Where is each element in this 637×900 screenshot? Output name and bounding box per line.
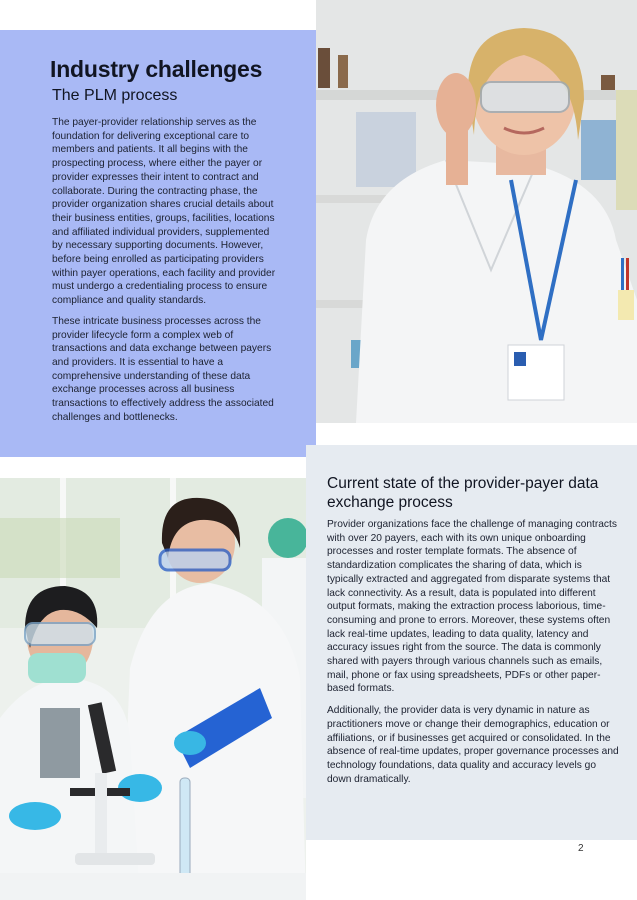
section-subtitle: The PLM process [52, 87, 178, 104]
section-title: Industry challenges [50, 56, 263, 82]
photo-lab-technicians-with-microscope [0, 478, 306, 900]
current-state-title: Current state of the provider-payer data exchange process [327, 475, 599, 511]
paragraph: These intricate business processes across the provider lifecycle form a complex web of transactions and data exchange between payers and providers. It is essential to have a comprehensive understanding of these data exchange processes across all business transactions to effectively address the associated challenges and bottlenecks. [52, 315, 274, 423]
page-number: 2 [578, 843, 584, 854]
intro-body [52, 116, 278, 431]
paragraph: Additionally, the provider data is very dynamic in nature as practitioners move or change their demographics, education or affiliations, or if businesses get acquired or consolidated. In the absence of real-time updates, proper governance processes and technology foundations, data quality and accuracy levels go down dramatically. [327, 705, 619, 785]
paragraph: The payer-provider relationship serves as the foundation for delivering exceptional care to members and patients. It all begins with the prospecting process, where either the payer or provider expresses their intent to contract and collaborate. During the contracting phase, the provider organization shares crucial details about their business entities, groups, facilities, locations and affiliated individual providers, supplemented by necessary supporting documents. However, before being enrolled as participating providers within payer operations, each facility and provider must undergo a credentialing process to ensure compliance and quality standards. [52, 117, 276, 307]
photo-scientist-with-goggles [316, 0, 637, 423]
paragraph: Provider organizations face the challenge of managing contracts with over 20 payers, each with its own unique onboarding processes and roster template formats. The absence of standardization complicates the sharing of data, which is typically extracted and aggregated from disparate systems that lack connectivity. As a result, data is populated into different output formats, making the extraction process laborious, time-consuming and prone to errors. Moreover, these systems often lack real-time updates, leading to data quality, latency and accuracy issues right from the source. The data is commonly shared with payers through various channels such as emails, mail, phone or fax using spreadsheets, PDFs or other paper-based formats. [327, 519, 617, 695]
current-state-body [327, 518, 619, 794]
